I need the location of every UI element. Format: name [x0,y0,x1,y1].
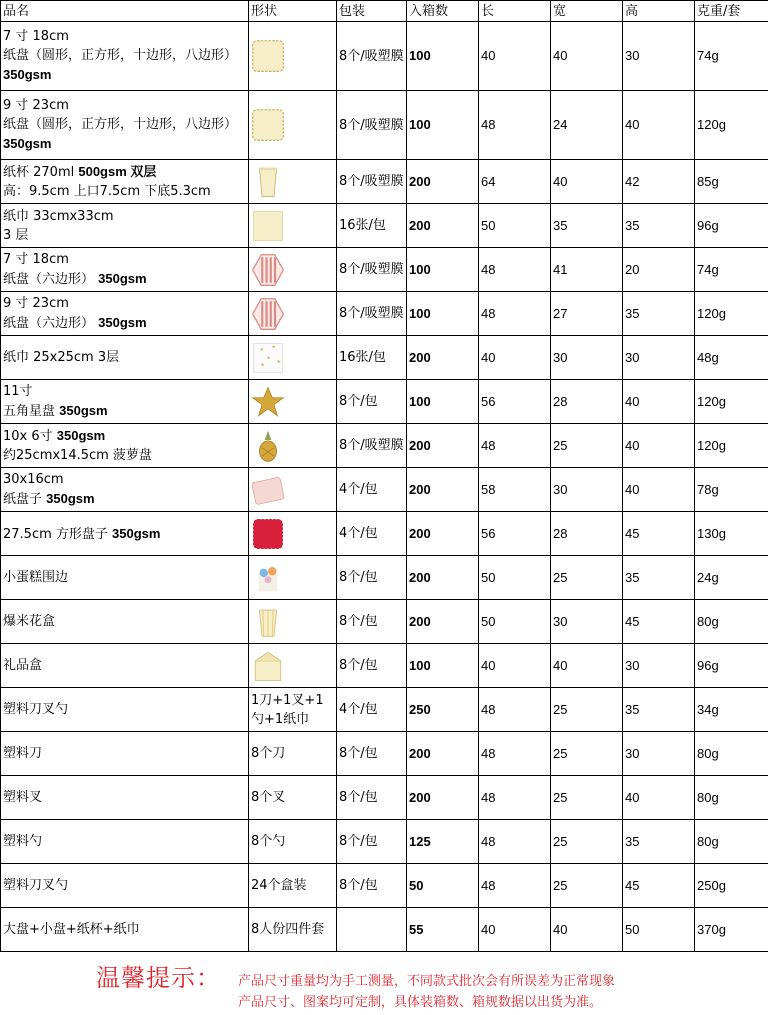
product-name: 9 寸 23cm 纸盘（六边形） 350gsm [1,292,249,336]
packaging: 8个/包 [337,600,407,644]
svg-text:★: ★ [271,344,276,351]
header-col-name: 品名 [1,1,249,22]
box-quantity: 200 [407,556,479,600]
weight: 78g [695,468,768,512]
weight: 250g [695,864,768,908]
length: 50 [479,204,551,248]
packaging: 4个/包 [337,512,407,556]
star-napkin-icon [251,341,285,375]
height: 35 [623,556,695,600]
width: 40 [551,160,623,204]
product-name: 11寸 五角星盘 350gsm [1,380,249,424]
weight: 80g [695,820,768,864]
packaging: 8个/包 [337,732,407,776]
product-thumbnail [249,292,337,336]
packaging: 16张/包 [337,204,407,248]
product-shape: 24个盒装 [249,864,337,908]
width: 25 [551,732,623,776]
packaging: 8个/吸塑膜 [337,22,407,91]
width: 40 [551,22,623,91]
product-thumbnail [249,336,337,380]
height: 40 [623,380,695,424]
product-shape: 1刀+1叉+1勺+1纸巾 [249,688,337,732]
table-row [1,600,768,644]
height: 30 [623,22,695,91]
table-row [1,820,768,864]
table-row [1,204,768,248]
box-quantity: 200 [407,204,479,248]
box-quantity: 100 [407,248,479,292]
packaging: 8个/吸塑膜 [337,91,407,160]
box-quantity: 100 [407,22,479,91]
height: 40 [623,468,695,512]
packaging [337,908,407,952]
svg-text:★: ★ [276,358,282,365]
width: 25 [551,820,623,864]
length: 50 [479,600,551,644]
width: 24 [551,91,623,160]
product-name: 小蛋糕围边 [1,556,249,600]
notice-line-1: 产品尺寸重量均为手工测量，不同款式批次会有所误差为正常现象 [238,974,616,989]
cupcake-wrapper-icon [251,561,285,595]
red-square-plate-icon [251,517,285,551]
height: 42 [623,160,695,204]
height: 45 [623,864,695,908]
weight: 80g [695,776,768,820]
length: 56 [479,380,551,424]
width: 40 [551,644,623,688]
product-shape: 8个叉 [249,776,337,820]
height: 35 [623,688,695,732]
header-col-weight: 克重/套 [695,1,768,22]
weight: 130g [695,512,768,556]
packaging: 8个/包 [337,644,407,688]
product-name: 纸杯 270ml 500gsm 双层 高：9.5cm 上口7.5cm 下底5.3cm [1,160,249,204]
weight: 85g [695,160,768,204]
packaging: 8个/吸塑膜 [337,424,407,468]
width: 41 [551,248,623,292]
header-col-qty: 入箱数 [407,1,479,22]
header-col-height: 高 [623,1,695,22]
weight: 120g [695,91,768,160]
notice-line-2: 产品尺寸、图案均可定制，具体装箱数、箱规数据以出货为准。 [238,995,603,1010]
gold-star-plate-icon [251,385,285,419]
box-quantity: 100 [407,292,479,336]
product-name: 塑料叉 [1,776,249,820]
width: 25 [551,424,623,468]
height: 35 [623,204,695,248]
length: 48 [479,91,551,160]
packaging: 8个/吸塑膜 [337,248,407,292]
box-quantity: 200 [407,600,479,644]
table-row [1,248,768,292]
weight: 48g [695,336,768,380]
weight: 74g [695,22,768,91]
pineapple-plate-icon [251,429,285,463]
length: 50 [479,556,551,600]
packaging: 8个/包 [337,380,407,424]
table-row [1,380,768,424]
popcorn-box-icon [251,605,285,639]
cream-scalloped-plate-icon [251,39,285,73]
width: 27 [551,292,623,336]
weight: 34g [695,688,768,732]
width: 25 [551,776,623,820]
weight: 120g [695,424,768,468]
box-quantity: 200 [407,512,479,556]
header-col-shape: 形状 [249,1,337,22]
width: 30 [551,468,623,512]
width: 30 [551,600,623,644]
product-name: 塑料刀 [1,732,249,776]
table-row [1,160,768,204]
packaging: 8个/包 [337,556,407,600]
weight: 80g [695,600,768,644]
height: 30 [623,336,695,380]
height: 45 [623,512,695,556]
length: 56 [479,512,551,556]
product-name: 爆米花盒 [1,600,249,644]
gift-box-icon [251,649,285,683]
height: 30 [623,644,695,688]
weight: 120g [695,380,768,424]
table-row [1,732,768,776]
product-thumbnail [249,512,337,556]
width: 25 [551,864,623,908]
packaging: 8个/吸塑膜 [337,292,407,336]
box-quantity: 125 [407,820,479,864]
width: 30 [551,336,623,380]
product-thumbnail [249,204,337,248]
header-col-pack: 包装 [337,1,407,22]
product-name: 30x16cm 纸盘子 350gsm [1,468,249,512]
product-thumbnail [249,380,337,424]
table-row [1,91,768,160]
width: 35 [551,204,623,248]
box-quantity: 55 [407,908,479,952]
box-quantity: 200 [407,732,479,776]
length: 40 [479,336,551,380]
product-name: 27.5cm 方形盘子 350gsm [1,512,249,556]
table-row [1,908,768,952]
product-name: 大盘+小盘+纸杯+纸巾 [1,908,249,952]
cream-paper-cup-icon [251,165,285,199]
product-name: 7 寸 18cm 纸盘（圆形，正方形，十边形，八边形） 350gsm [1,22,249,91]
header-col-width: 宽 [551,1,623,22]
box-quantity: 200 [407,160,479,204]
table-row [1,512,768,556]
header-row [1,1,768,22]
table-row [1,556,768,600]
box-quantity: 200 [407,468,479,512]
length: 48 [479,732,551,776]
product-thumbnail [249,644,337,688]
box-quantity: 100 [407,644,479,688]
packaging: 8个/吸塑膜 [337,160,407,204]
product-thumbnail [249,91,337,160]
height: 30 [623,732,695,776]
width: 28 [551,512,623,556]
product-shape: 8人份四件套 [249,908,337,952]
weight: 96g [695,204,768,248]
svg-text:★: ★ [266,355,271,362]
length: 48 [479,864,551,908]
svg-text:★: ★ [260,362,265,368]
width: 25 [551,688,623,732]
height: 45 [623,600,695,644]
table-row [1,864,768,908]
product-thumbnail [249,22,337,91]
packaging: 8个/包 [337,864,407,908]
box-quantity: 200 [407,424,479,468]
product-thumbnail [249,556,337,600]
table-row [1,424,768,468]
length: 48 [479,688,551,732]
packaging: 4个/包 [337,688,407,732]
length: 48 [479,248,551,292]
table-row [1,336,768,380]
box-quantity: 250 [407,688,479,732]
width: 25 [551,556,623,600]
table-row [1,22,768,91]
height: 40 [623,91,695,160]
length: 40 [479,908,551,952]
product-thumbnail [249,468,337,512]
product-name: 礼品盒 [1,644,249,688]
header-col-length: 长 [479,1,551,22]
height: 35 [623,292,695,336]
weight: 24g [695,556,768,600]
box-quantity: 100 [407,380,479,424]
product-shape: 8个勺 [249,820,337,864]
notice-title: 温馨提示： [96,964,221,992]
box-quantity: 200 [407,776,479,820]
product-name: 塑料刀叉勺 [1,864,249,908]
striped-hexagon-plate-icon [251,253,285,287]
product-name: 9 寸 23cm 纸盘（圆形，正方形，十边形，八边形） 350gsm [1,91,249,160]
packaging: 8个/包 [337,776,407,820]
table-row [1,776,768,820]
length: 40 [479,644,551,688]
length: 64 [479,160,551,204]
product-name: 纸巾 33cmx33cm 3 层 [1,204,249,248]
product-thumbnail [249,248,337,292]
width: 40 [551,908,623,952]
product-name: 塑料勺 [1,820,249,864]
pink-rect-tray-icon [251,473,285,507]
box-quantity: 50 [407,864,479,908]
packaging: 16张/包 [337,336,407,380]
product-name: 纸巾 25x25cm 3层 [1,336,249,380]
table-row [1,688,768,732]
box-quantity: 200 [407,336,479,380]
product-name: 10x 6寸 350gsm 约25cmx14.5cm 菠萝盘 [1,424,249,468]
width: 28 [551,380,623,424]
table-row [1,468,768,512]
svg-text:★: ★ [259,346,265,353]
height: 20 [623,248,695,292]
height: 35 [623,820,695,864]
cream-scalloped-plate-icon [251,108,285,142]
table-row [1,292,768,336]
product-name: 塑料刀叉勺 [1,688,249,732]
product-thumbnail [249,160,337,204]
product-thumbnail [249,424,337,468]
striped-hexagon-plate-icon [251,297,285,331]
weight: 120g [695,292,768,336]
length: 48 [479,820,551,864]
product-thumbnail [249,600,337,644]
product-name: 7 寸 18cm 纸盘（六边形） 350gsm [1,248,249,292]
cream-napkin-icon [251,209,285,243]
length: 40 [479,22,551,91]
weight: 96g [695,644,768,688]
height: 50 [623,908,695,952]
weight: 80g [695,732,768,776]
table-row [1,644,768,688]
packaging: 4个/包 [337,468,407,512]
product-shape: 8个刀 [249,732,337,776]
length: 48 [479,292,551,336]
height: 40 [623,776,695,820]
weight: 370g [695,908,768,952]
packaging: 8个/包 [337,820,407,864]
box-quantity: 100 [407,91,479,160]
weight: 74g [695,248,768,292]
length: 48 [479,424,551,468]
length: 48 [479,776,551,820]
height: 40 [623,424,695,468]
length: 58 [479,468,551,512]
